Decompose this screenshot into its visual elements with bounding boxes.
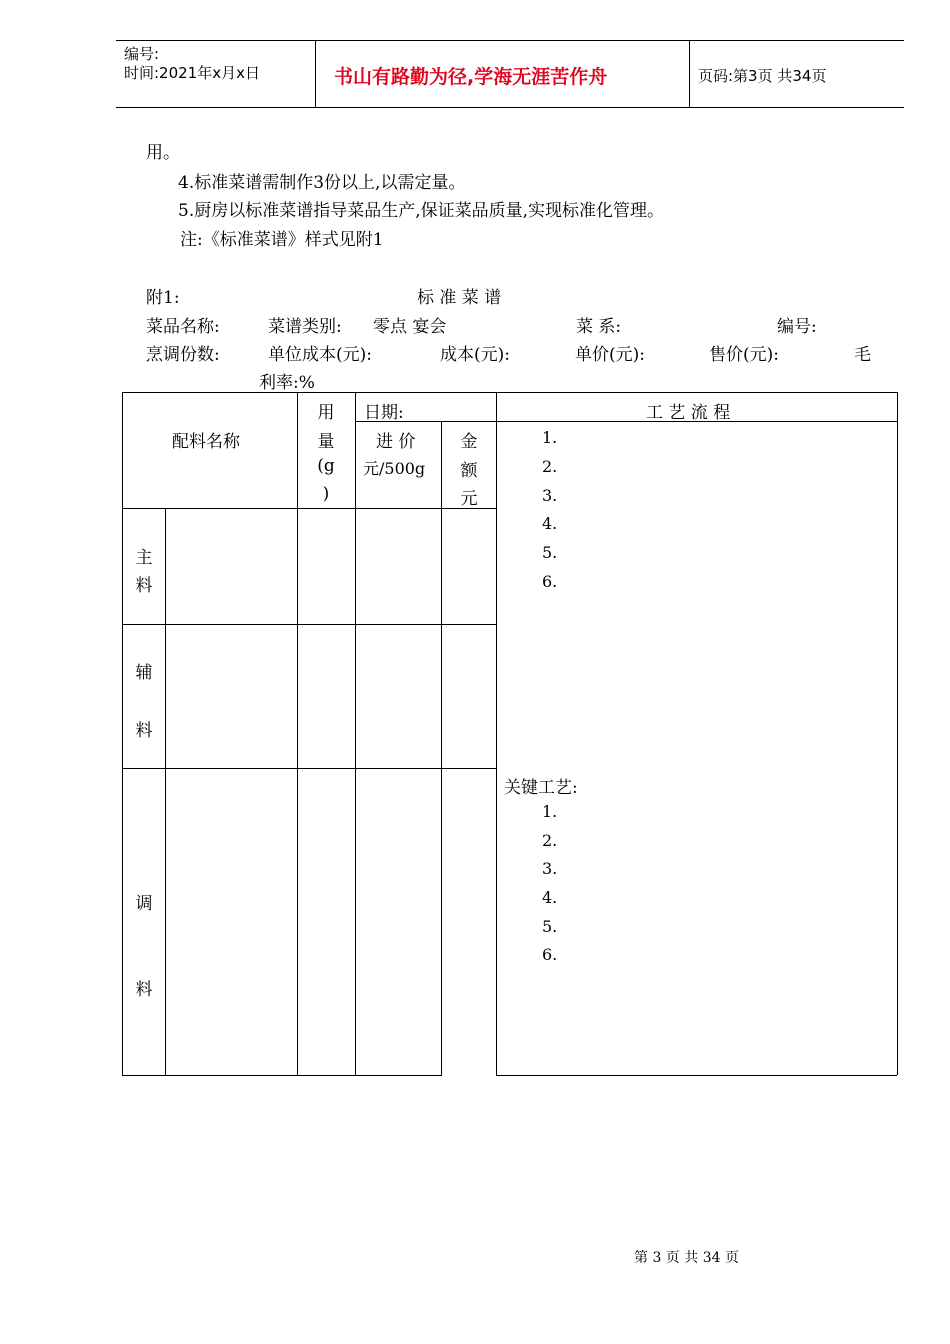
- group-main-2: 料: [135, 576, 153, 596]
- table-rule: [897, 392, 898, 1075]
- group-seasoning-1: 调: [135, 894, 153, 914]
- process-step-1: 1.: [542, 428, 558, 447]
- table-rule: [122, 1075, 442, 1076]
- header-top-rule: [116, 40, 904, 41]
- col-amount-2: 额: [460, 461, 478, 481]
- field-unit-cost: 单位成本(元):: [268, 345, 372, 365]
- process-title: 工 艺 流 程: [646, 403, 731, 423]
- field-portions: 烹调份数:: [146, 345, 220, 365]
- col-purchase-price: 进 价: [376, 432, 416, 452]
- field-cuisine: 菜 系:: [576, 317, 622, 337]
- col-date: 日期:: [364, 403, 404, 423]
- table-rule: [496, 392, 497, 1075]
- process-step-4: 4.: [542, 514, 558, 533]
- body-line-1: 用。: [146, 143, 180, 163]
- field-category: 菜谱类别:: [268, 317, 342, 337]
- key-step-3: 3.: [542, 859, 558, 878]
- key-step-2: 2.: [542, 831, 558, 850]
- field-category-options: 零点 宴会: [373, 317, 447, 337]
- page-footer: 第 3 页 共 34 页: [634, 1250, 739, 1266]
- table-rule: [496, 392, 897, 393]
- field-code: 编号:: [777, 317, 817, 337]
- body-line-3: 5.厨房以标准菜谱指导菜品生产,保证菜品质量,实现标准化管理。: [178, 201, 665, 221]
- body-line-2: 4.标准菜谱需制作3份以上,以需定量。: [178, 173, 466, 193]
- col-usage-1: 用: [317, 403, 335, 423]
- col-amount-3: 元: [460, 489, 478, 509]
- table-rule: [122, 768, 496, 769]
- key-step-1: 1.: [542, 802, 558, 821]
- header-time-label: 时间:2021年x月x日: [124, 64, 260, 82]
- key-process-label: 关键工艺:: [504, 778, 578, 798]
- field-sale-price: 售价(元):: [709, 345, 779, 365]
- table-rule: [297, 392, 298, 1075]
- table-rule: [165, 508, 166, 1075]
- col-usage-2: 量: [317, 432, 335, 452]
- appendix-title: 标 准 菜 谱: [417, 288, 502, 308]
- process-step-6: 6.: [542, 572, 558, 591]
- process-step-5: 5.: [542, 543, 558, 562]
- field-cost: 成本(元):: [440, 345, 510, 365]
- table-rule: [496, 1075, 897, 1076]
- col-usage-4: ): [322, 484, 330, 504]
- header-bottom-rule: [116, 107, 904, 108]
- group-aux-1: 辅: [135, 663, 153, 683]
- key-step-6: 6.: [542, 945, 558, 964]
- header-page-info: 页码:第3页 共34页: [698, 67, 827, 85]
- field-margin-a: 毛: [854, 345, 871, 365]
- key-step-5: 5.: [542, 917, 558, 936]
- table-rule: [122, 508, 496, 509]
- header-number-label: 编号:: [124, 45, 160, 63]
- col-purchase-unit: 元/500g: [363, 459, 426, 478]
- body-note: 注:《标准菜谱》样式见附1: [180, 230, 384, 250]
- group-main-1: 主: [135, 548, 153, 568]
- table-rule: [355, 392, 356, 1075]
- appendix-label: 附1:: [146, 288, 180, 308]
- process-step-3: 3.: [542, 486, 558, 505]
- table-rule: [122, 624, 496, 625]
- field-margin-b: 利率:%: [259, 373, 315, 393]
- field-unit-price: 单价(元):: [575, 345, 645, 365]
- table-rule: [122, 392, 496, 393]
- header-motto: 书山有路勤为径,学海无涯苦作舟: [334, 66, 608, 88]
- field-dish-name: 菜品名称:: [146, 317, 220, 337]
- process-step-2: 2.: [542, 457, 558, 476]
- group-seasoning-2: 料: [135, 980, 153, 1000]
- col-amount-1: 金: [460, 432, 478, 452]
- header-divider-left: [315, 40, 316, 108]
- table-rule: [441, 421, 442, 1075]
- table-rule: [122, 392, 123, 1075]
- key-step-4: 4.: [542, 888, 558, 907]
- header-divider-right: [689, 40, 690, 108]
- col-usage-3: (g: [317, 456, 335, 476]
- group-aux-2: 料: [135, 721, 153, 741]
- col-ingredient-name: 配料名称: [172, 432, 240, 452]
